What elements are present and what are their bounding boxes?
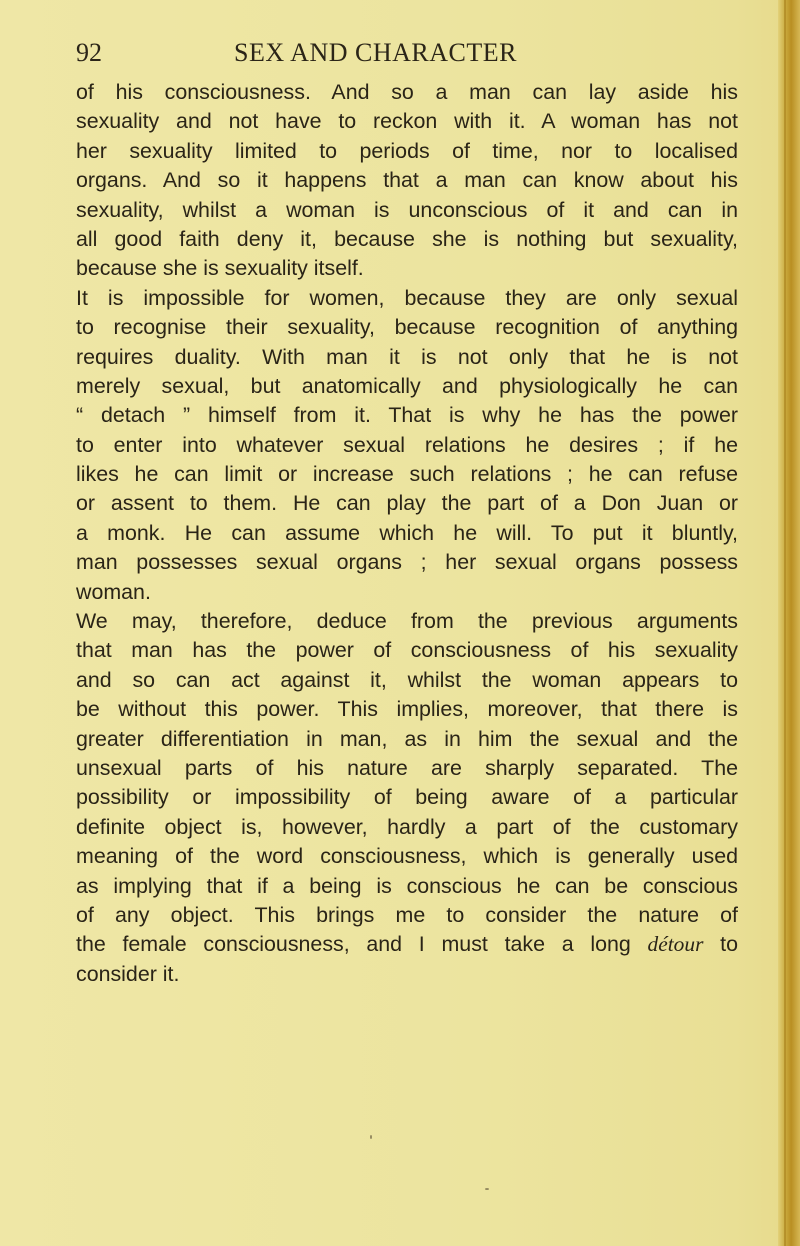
text-line: unsexual parts of his nature are sharply separated. The <box>76 755 738 780</box>
text-line: all good faith deny it, because she is nothing but sexuality, <box>76 226 738 251</box>
text-line: woman. <box>76 579 151 604</box>
text-line: “ detach ” himself from it. That is why he has the power <box>76 403 738 428</box>
page-header <box>76 38 740 72</box>
text-line: It is impossible for women, because they are only sexual <box>76 285 738 310</box>
text-line: or assent to them. He can play the part of a Don Juan or <box>76 491 738 516</box>
page-number: 92 <box>76 38 102 67</box>
text-line: requires duality. With man it is not only that he is not <box>76 344 738 369</box>
print-speck <box>485 1188 489 1190</box>
text-line: likes he can limit or increase such relations ; he can refuse <box>76 462 738 487</box>
text-segment: to <box>703 932 738 957</box>
text-line: because she is sexuality itself. <box>76 256 364 281</box>
text-line: possibility or impossibility of being aware of a particular <box>76 785 738 810</box>
text-line: sexuality and not have to reckon with it. A woman has not <box>76 109 738 134</box>
text-line: of his consciousness. And so a man can lay aside his <box>76 80 738 104</box>
text-line: that man has the power of consciousness of his sexuality <box>76 638 738 663</box>
text-line: man possesses sexual organs ; her sexual organs possess <box>76 550 738 575</box>
print-speck <box>370 1135 372 1139</box>
text-line: greater differentiation in man, as in him the sexual and the <box>76 726 738 751</box>
text-line: as implying that if a being is conscious he can be conscious <box>76 873 738 898</box>
text-line: a monk. He can assume which he will. To put it bluntly, <box>76 520 738 545</box>
text-line: be without this power. This implies, moreover, that there is <box>76 697 738 722</box>
italic-word: détour <box>647 932 704 957</box>
text-line: consider it. <box>76 961 180 986</box>
page-edge <box>778 0 800 1246</box>
page-edge-line <box>784 0 786 1246</box>
text-line: her sexuality limited to periods of time, nor to localised <box>76 138 738 163</box>
text-segment: the female consciousness, and I must take a long <box>76 932 648 957</box>
running-head: SEX AND CHARACTER <box>234 38 517 67</box>
body-text <box>76 78 738 989</box>
text-line: definite object is, however, hardly a part of the customary <box>76 814 738 839</box>
text-line: meaning of the word consciousness, which is generally used <box>76 844 738 869</box>
text-line: and so can act against it, whilst the woman appears to <box>76 667 738 692</box>
text-line: We may, therefore, deduce from the previous arguments <box>76 609 738 634</box>
text-line: to enter into whatever sexual relations he desires ; if he <box>76 432 738 457</box>
text-line: sexuality, whilst a woman is unconscious of it and can in <box>76 197 738 222</box>
text-line: to recognise their sexuality, because recognition of anything <box>76 315 738 340</box>
text-line: of any object. This brings me to consider the nature of <box>76 902 738 927</box>
text-line: organs. And so it happens that a man can know about his <box>76 168 738 193</box>
text-line <box>76 930 738 959</box>
text-line: merely sexual, but anatomically and physiologically he can <box>76 373 738 398</box>
